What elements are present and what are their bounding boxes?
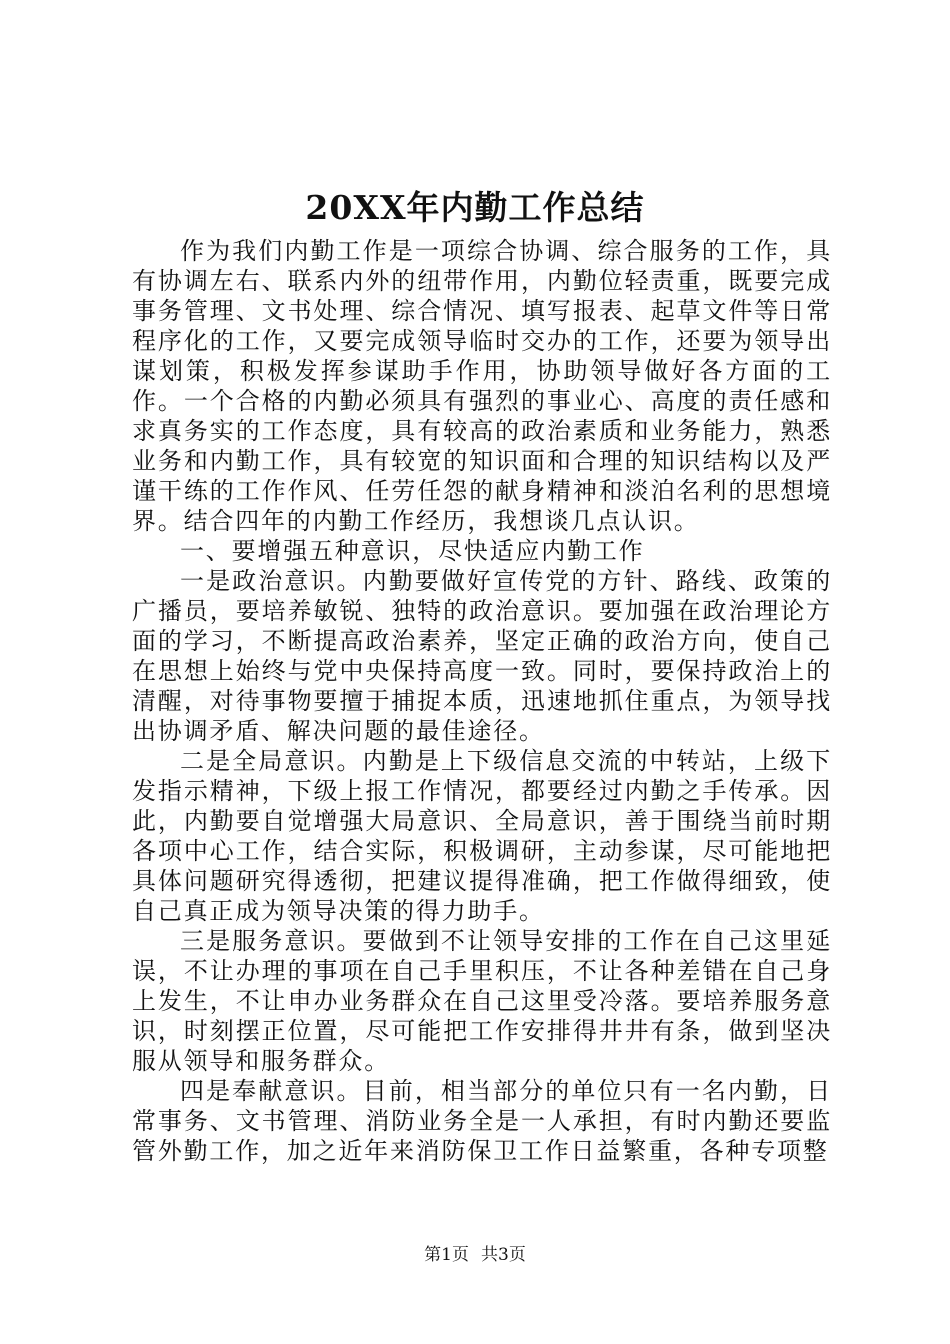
paragraph-political-awareness: 一是政治意识。内勤要做好宣传党的方针、路线、政策的广播员，要培养敏锐、独特的政治意识。要加强在政治理论方面的学习，不断提高政治素养，坚定正确的政治方向，使自己在思想上始终与党中央保持高度一致。同时，要保持政治上的清醒，对待事物要擅于捕捉本质，迅速地抓住重点，为领导找出协调矛盾、解决问题的最佳途径。 xyxy=(132,567,832,745)
document-body xyxy=(132,236,832,1166)
paragraph-intro: 作为我们内勤工作是一项综合协调、综合服务的工作，具有协调左右、联系内外的纽带作用，内勤位轻责重，既要完成事务管理、文书处理、综合情况、填写报表、起草文件等日常程序化的工作，又要完成领导临时交办的工作，还要为领导出谋划策，积极发挥参谋助手作用，协助领导做好各方面的工作。一个合格的内勤必须具有强烈的事业心、高度的责任感和求真务实的工作态度，具有较高的政治素质和业务能力，熟悉业务和内勤工作，具有较宽的知识面和合理的知识结构以及严谨干练的工作作风、任劳任怨的献身精神和淡泊名利的思想境界。结合四年的内勤工作经历，我想谈几点认识。 xyxy=(132,237,832,535)
paragraph-dedication-awareness: 四是奉献意识。目前，相当部分的单位只有一名内勤，日常事务、文书管理、消防业务全是一人承担，有时内勤还要监管外勤工作，加之近年来消防保卫工作日益繁重，各种专项整 xyxy=(132,1077,832,1165)
document-title: 20XX年内勤工作总结 xyxy=(305,188,645,227)
section-heading: 一、要增强五种意识，尽快适应内勤工作 xyxy=(180,537,645,565)
page-number: 第1页 xyxy=(424,1245,469,1265)
paragraph-overall-awareness: 二是全局意识。内勤是上下级信息交流的中转站，上级下发指示精神，下级上报工作情况，都要经过内勤之手传承。因此，内勤要自觉增强大局意识、全局意识，善于围绕当前时期各项中心工作，结合实际，积极调研，主动参谋，尽可能地把具体问题研究得透彻，把建议提得准确，把工作做得细致，使自己真正成为领导决策的得力助手。 xyxy=(132,747,832,925)
paragraph-service-awareness: 三是服务意识。要做到不让领导安排的工作在自己这里延误，不让办理的事项在自己手里积压，不让各种差错在自己身上发生，不让申办业务群众在自己这里受冷落。要培养服务意识，时刻摆正位置，尽可能把工作安排得井井有条，做到坚决服从领导和服务群众。 xyxy=(132,927,832,1075)
page-footer xyxy=(0,1244,950,1266)
page-total: 共3页 xyxy=(481,1245,526,1265)
